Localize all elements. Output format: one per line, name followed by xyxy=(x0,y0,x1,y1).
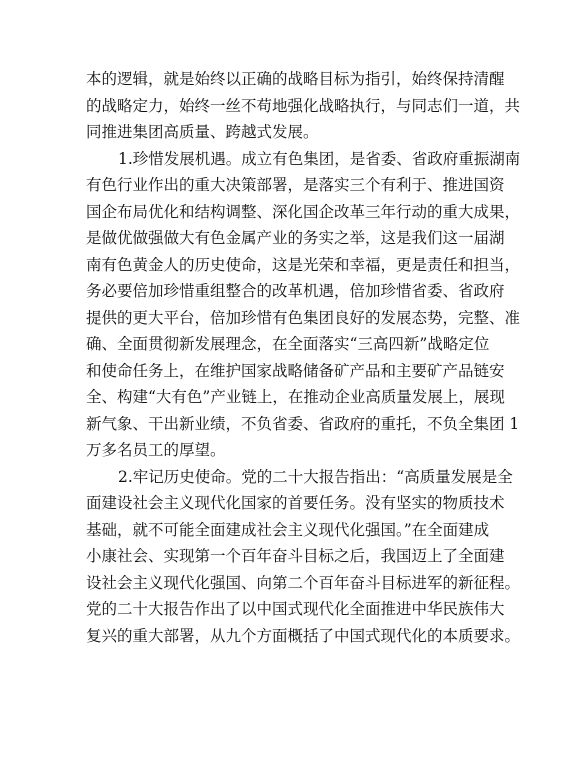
text-line: 面建设社会主义现代化国家的首要任务。没有坚实的物质技术 xyxy=(86,494,505,512)
text-line: 设社会主义现代化强国、向第二个百年奋斗目标进军的新征程。 xyxy=(86,573,521,592)
text-line: 同推进集团高质量、跨越式发展。 xyxy=(86,123,319,141)
text-line: 南有色黄金人的历史使命，这是光荣和幸福，更是责任和担当， xyxy=(86,255,521,274)
text-line: 小康社会、实现第一个百年奋斗目标之后，我国迈上了全面建 xyxy=(86,547,505,565)
text-line: 和使命任务上，在维护国家战略储备矿产品和主要矿产品链安 xyxy=(86,361,505,380)
text-line: 是做优做强做大有色金属产业的务实之举，这是我们这一届湖 xyxy=(86,229,505,247)
text-line: 新气象、干出新业绩，不负省委、省政府的重托，不负全集团 1 xyxy=(86,414,520,433)
body-text xyxy=(86,66,521,649)
text-line: 本的逻辑，就是始终以正确的战略目标为指引，始终保持清醒 xyxy=(86,70,505,88)
text-line: 复兴的重大部署，从九个方面概括了中国式现代化的本质要求。 xyxy=(86,626,521,645)
text-line: 党的二十大报告作出了以中国式现代化全面推进中华民族伟大 xyxy=(86,600,505,618)
text-line: 提供的更大平台，倍加珍惜有色集团良好的发展态势，完整、准 xyxy=(86,308,521,327)
paragraph-start-line: 1.珍惜发展机遇。成立有色集团，是省委、省政府重振湖南 xyxy=(118,149,521,168)
text-line: 务必要倍加珍惜重组整合的改革机遇，倍加珍惜省委、省政府 xyxy=(86,282,505,300)
text-line: 国企布局优化和结构调整、深化国企改革三年行动的重大成果， xyxy=(86,202,521,221)
text-line: 有色行业作出的重大决策部署，是落实三个有利于、推进国资 xyxy=(86,176,505,194)
text-line: 万多名员工的厚望。 xyxy=(86,441,226,459)
text-line: 基础，就不可能全面建成社会主义现代化强国。”在全面建成 xyxy=(86,520,490,539)
text-line: 的战略定力，始终一丝不苟地强化战略执行，与同志们一道，共 xyxy=(86,96,521,115)
text-line: 确、全面贯彻新发展理念，在全面落实“三高四新”战略定位 xyxy=(86,335,490,353)
text-line: 全、构建“大有色”产业链上，在推动企业高质量发展上，展现 xyxy=(86,388,505,406)
paragraph-start-line: 2.牢记历史使命。党的二十大报告指出：“高质量发展是全 xyxy=(118,467,513,486)
